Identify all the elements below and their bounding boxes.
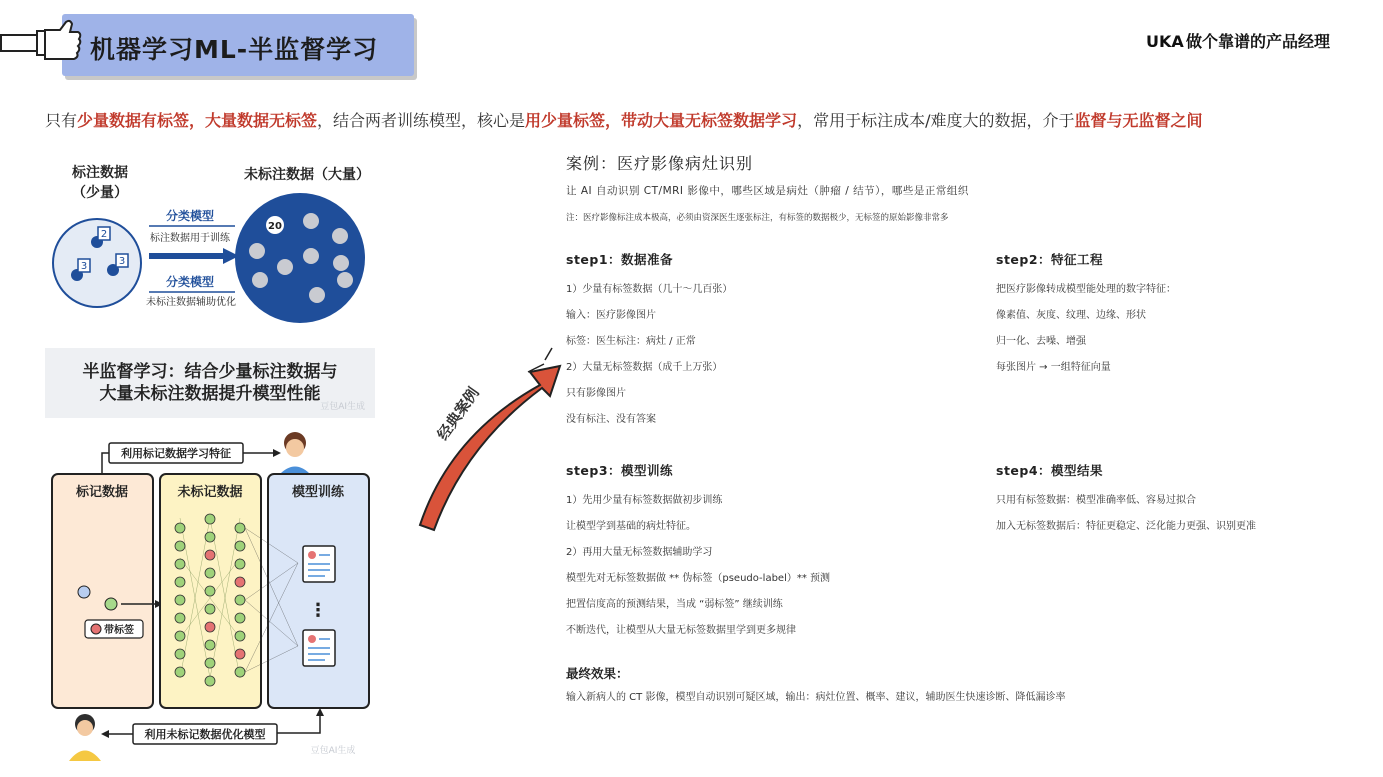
label-tag-number: 3	[118, 256, 126, 267]
step1-line: 2）大量无标签数据（成千上万张）	[566, 362, 723, 373]
step2-line: 每张图片 → 一组特征向量	[996, 362, 1111, 373]
step3-line: 1）先用少量有标签数据做初步训练	[566, 495, 723, 506]
user-avatar-icon	[279, 432, 311, 475]
step1-line: 1）少量有标签数据（几十～几百张）	[566, 284, 733, 295]
tag-label: 带标签	[104, 625, 134, 636]
unlabeled-title: 未标注数据（大量）	[244, 167, 370, 183]
user-avatar-icon	[69, 714, 101, 761]
right-arrow-icon	[149, 248, 239, 264]
step3-line: 模型先对无标签数据做 ** 伪标签（pseudo-label）** 预测	[566, 573, 831, 584]
step4-line: 只用有标签数据：模型准确率低、容易过拟合	[996, 495, 1196, 506]
pointing-hand-icon	[0, 18, 82, 70]
brand-logo-icon	[1146, 30, 1184, 51]
step4-line: 加入无标签数据后：特征更稳定、泛化能力更强、识别更准	[996, 521, 1256, 532]
caption-1: 标注数据用于训练	[150, 233, 230, 244]
step3-line: 不断迭代，让模型从大量无标签数据里学到更多规律	[566, 625, 796, 636]
semi-supervised-caption-card	[45, 348, 375, 418]
box-unlabeled-data: 未标记数据	[177, 485, 243, 500]
document-icon	[303, 630, 335, 666]
step2-section	[996, 250, 1176, 381]
step2-line: 像素值、灰度、纹理、边缘、形状	[996, 310, 1146, 321]
illustration-flow	[45, 428, 375, 773]
arrow-label: 经典案例	[433, 383, 483, 444]
step3-line: 让模型学到基础的病灶特征。	[566, 521, 696, 532]
step2-line: 归一化、去噪、增强	[996, 336, 1086, 347]
box-model-training: 模型训练	[291, 485, 345, 500]
vertical-ellipsis-icon: ⋮	[309, 600, 327, 621]
step1-line: 没有标注、没有答案	[566, 414, 656, 425]
unlabeled-count: 20	[268, 221, 282, 232]
caption-line-2: 大量未标注数据提升模型性能	[99, 384, 321, 404]
summary-highlight-1: 少量数据有标签，大量数据无标签	[77, 111, 318, 130]
step2-line: 把医疗影像转成模型能处理的数字特征：	[996, 284, 1176, 295]
case-note: 注：医疗影像标注成本极高，必须由资深医生逐张标注，有标签的数据极少，无标签的原始影像非常多	[566, 213, 949, 223]
label-tag-number: 3	[80, 261, 88, 272]
bottom-flow-label: 利用未标记数据优化模型	[144, 728, 266, 741]
summary-part-1: 只有	[45, 111, 78, 130]
step4-section	[996, 461, 1256, 540]
step1-line: 输入：医疗影像图片	[566, 310, 656, 321]
step3-line: 2）再用大量无标签数据辅助学习	[566, 547, 713, 558]
model-label-2: 分类模型	[166, 275, 215, 289]
step2-title: step2：特征工程	[996, 252, 1104, 267]
step1-title: step1：数据准备	[566, 252, 674, 267]
brand	[1146, 28, 1330, 52]
summary-highlight-3: 监督与无监督之间	[1074, 111, 1203, 130]
summary-line	[45, 108, 1365, 131]
labeled-title-line2: （少量）	[72, 185, 128, 201]
model-label-1: 分类模型	[166, 209, 215, 223]
step4-title: step4：模型结果	[996, 463, 1104, 478]
page-title: 机器学习ML-半监督学习	[90, 35, 379, 64]
brand-logo-text: UKA	[1146, 32, 1184, 51]
step3-section	[566, 461, 830, 644]
summary-part-2: ，结合两者训练模型，核心是	[317, 111, 526, 130]
brand-name: 做个靠谱的产品经理	[1186, 31, 1331, 51]
step1-line: 标签：医生标注：病灶 / 正常	[566, 336, 696, 347]
document-icon	[303, 546, 335, 582]
caption-line-1: 半监督学习：结合少量标注数据与	[82, 362, 338, 382]
caption-2: 未标注数据辅助优化	[146, 297, 236, 308]
step1-line: 只有影像图片	[566, 388, 626, 399]
label-tag-number: 2	[100, 229, 108, 240]
final-title: 最终效果：	[566, 666, 629, 681]
box-labeled-data: 标记数据	[75, 485, 129, 500]
watermark: 豆包AI生成	[310, 746, 356, 756]
summary-highlight-2: 用少量标签，带动大量无标签数据学习	[525, 111, 798, 130]
labeled-title-line1: 标注数据	[72, 165, 128, 181]
case-title: 案例：医疗影像病灶识别	[566, 154, 754, 173]
step3-line: 把置信度高的预测结果，当成 “弱标签” 继续训练	[566, 599, 783, 610]
curved-arrow-icon	[410, 340, 580, 540]
top-flow-label: 利用标记数据学习特征	[121, 447, 231, 460]
final-text: 输入新病人的 CT 影像，模型自动识别可疑区域，输出：病灶位置、概率、建议，辅助医生快速诊断、降低漏诊率	[566, 692, 1066, 703]
step3-title: step3：模型训练	[566, 463, 674, 478]
step1-section	[566, 250, 732, 433]
watermark: 豆包AI生成	[320, 402, 365, 412]
case-description: 让 AI 自动识别 CT/MRI 影像中，哪些区域是病灶（肿瘤 / 结节），哪些是正常组织	[566, 185, 969, 197]
summary-part-3: ，常用于标注成本/难度大的数据，介于	[797, 111, 1075, 130]
illustration-labeled-unlabeled	[45, 155, 375, 340]
